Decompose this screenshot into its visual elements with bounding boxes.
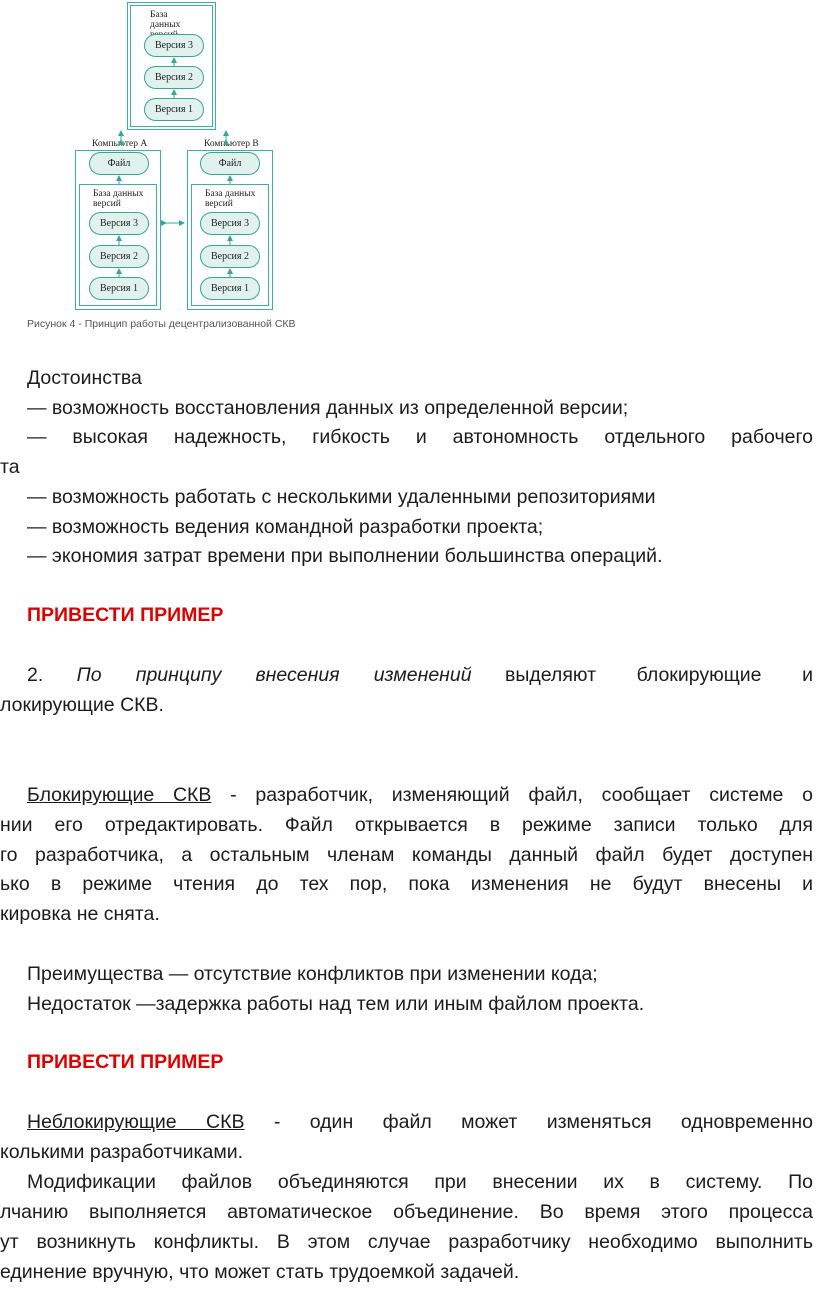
advantage-5: — экономия затрат времени при выполнении большинства операций.: [27, 545, 663, 567]
computer-b-label: Компьютер В: [204, 139, 259, 149]
locking-line-2: нии его отредактировать. Файл открывается в режиме записи только для: [0, 814, 813, 836]
merge-line-2: лчанию выполняется автоматическое объединение. Во время этого процесса: [0, 1201, 813, 1223]
nonlocking-line-1-rest: - один файл может изменяться одновременно: [273, 1111, 814, 1133]
locking-term: Блокирующие СКВ: [27, 784, 212, 806]
advantage-1: — возможность восстановления данных из определенной версии;: [27, 397, 629, 419]
computer-a-file: Файл: [89, 152, 149, 175]
locking-line-3: го разработчика, а остальным членам команды данный файл будет доступен: [0, 844, 813, 866]
computer-b-version-3: Версия 3: [200, 212, 260, 235]
central-version-1: Версия 1: [144, 98, 204, 121]
p2-word-4: изменений: [373, 664, 472, 686]
advantage-2: — высокая надежность, гибкость и автономность отдельного рабочего: [27, 426, 813, 448]
computer-a-db-title: База данных версий: [93, 189, 144, 209]
paragraph-2-italic: [77, 663, 472, 687]
computer-a-version-3: Версия 3: [89, 212, 149, 235]
computer-b-db-title: База данных версий: [205, 189, 256, 209]
computer-a-version-1: Версия 1: [89, 277, 149, 300]
paragraph-2-rest: выделяют блокирующие и: [504, 664, 813, 686]
merge-line-3: ут возникнуть конфликты. В этом случае разработчику необходимо выполнить: [0, 1231, 813, 1253]
paragraph-2-line-1: [27, 663, 813, 687]
advantage-2-cont: та: [0, 456, 20, 478]
p2-word-3: внесения: [255, 664, 340, 686]
computer-a-version-2: Версия 2: [89, 245, 149, 268]
locking-line-4: ько в режиме чтения до тех пор, пока изменения не будут внесены и: [0, 873, 813, 895]
figure-caption: Рисунок 4 - Принцип работы децентрализованной СКВ: [27, 318, 296, 330]
nonlocking-term: Неблокирующие СКВ: [27, 1111, 245, 1133]
advantages-title: Достоинства: [27, 367, 142, 389]
locking-advantage: Преимущества — отсутствие конфликтов при изменении кода;: [27, 963, 598, 985]
advantage-3: — возможность работать с несколькими удаленными репозиториями: [27, 486, 656, 508]
nonlocking-line-2: колькими разработчиками.: [0, 1141, 244, 1163]
merge-line-4: единение вручную, что может стать трудоемкой задачей.: [0, 1261, 520, 1283]
computer-a-label: Компьютер А: [92, 139, 148, 149]
p2-word-1: По: [76, 664, 102, 686]
computer-b-version-1: Версия 1: [200, 277, 260, 300]
example-heading-1: ПРИВЕСТИ ПРИМЕР: [27, 604, 224, 626]
nonlocking-line-1: [27, 1110, 813, 1134]
paragraph-2-number: 2.: [27, 664, 44, 686]
computer-b-version-2: Версия 2: [200, 245, 260, 268]
diagram-arrows: [0, 0, 816, 340]
locking-line-1-rest: - разработчик, изменяющий файл, сообщает системе о: [230, 784, 813, 806]
locking-line-5: кировка не снята.: [0, 903, 160, 925]
central-version-3: Версия 3: [144, 34, 204, 57]
paragraph-2-line-2: локирующие СКВ.: [0, 694, 164, 716]
locking-line-1: [27, 783, 813, 807]
p2-word-2: принципу: [135, 664, 222, 686]
example-heading-2: ПРИВЕСТИ ПРИМЕР: [27, 1051, 224, 1073]
computer-b-file: Файл: [200, 152, 260, 175]
central-version-2: Версия 2: [144, 66, 204, 89]
locking-disadvantage: Недостаток —задержка работы над тем или иным файлом проекта.: [27, 993, 645, 1015]
merge-line-1: Модификации файлов объединяются при внесении их в систему. По: [27, 1171, 813, 1193]
central-db-title: База данных: [150, 10, 181, 30]
advantage-4: — возможность ведения командной разработки проекта;: [27, 516, 544, 538]
